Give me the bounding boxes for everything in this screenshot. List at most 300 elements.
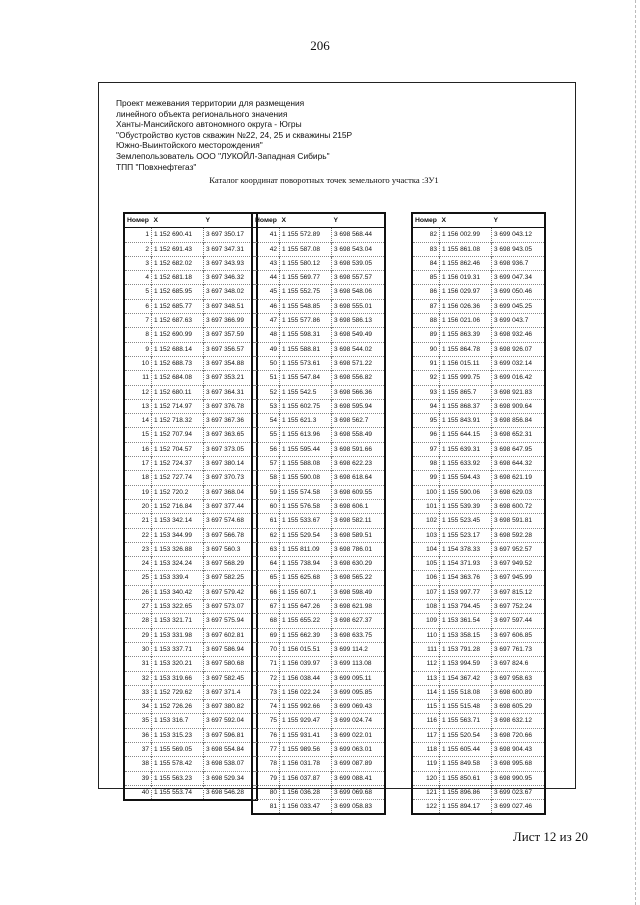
header-line: Южно-Выинтойского месторождения" [116,140,263,151]
table-row [412,557,545,571]
point-number: 89 [412,328,440,342]
point-number: 23 [124,542,152,556]
coordinate-x: 1 155 999.75 [440,371,492,385]
coordinate-x: 1 154 378.33 [440,542,492,556]
column-header-y: Y [204,213,258,228]
coordinate-y: 3 698 644.32 [494,460,532,468]
coordinate-x: 1 155 590.08 [280,471,332,485]
table-row [412,785,545,799]
table-row [124,742,257,756]
table-row [124,314,257,328]
table-row [124,614,257,628]
table-row [124,371,257,385]
point-number: 1 [124,228,152,242]
coordinate-y: 3 698 936.7 [494,259,529,267]
coordinate-x: 1 155 811.09 [280,542,332,556]
coordinate-x: 1 153 997.77 [440,585,492,599]
point-number: 31 [124,657,152,671]
point-number: 85 [412,271,440,285]
table-row [124,585,257,599]
coordinate-x: 1 153 321.71 [152,614,204,628]
table-row [252,557,385,571]
table-row [252,428,385,442]
coordinate-x: 1 152 707.94 [152,428,204,442]
coordinate-x: 1 156 015.11 [440,356,492,370]
coordinate-y: 3 698 598.49 [334,588,372,596]
coordinate-x: 1 155 647.26 [280,600,332,614]
coordinate-x: 1 152 681.18 [152,271,204,285]
column-header-number: Номер [124,213,152,228]
point-number: 114 [412,685,440,699]
coordinate-y: 3 697 579.42 [206,588,244,596]
coordinate-y: 3 697 592.04 [206,717,244,725]
coordinate-y: 3 699 095.11 [334,674,372,682]
coordinate-y: 3 698 909.64 [494,402,532,410]
table-row [252,385,385,399]
table-row [252,328,385,342]
point-number: 63 [252,542,280,556]
table-row [412,242,545,256]
point-number: 88 [412,314,440,328]
coordinate-y: 3 697 568.29 [206,560,244,568]
coordinate-y: 3 698 926.07 [494,345,532,353]
table-row [412,371,545,385]
header-line: линейного объекта регионального значения [116,108,288,119]
coordinate-y: 3 698 548.06 [334,288,372,296]
coordinate-x: 1 152 688.73 [152,356,204,370]
coordinate-y: 3 697 353.21 [206,374,244,382]
point-number: 46 [252,299,280,313]
coordinate-y: 3 697 566.78 [206,531,244,539]
table-row [252,528,385,542]
point-number: 55 [252,428,280,442]
table-row [412,499,545,513]
point-number: 120 [412,771,440,785]
table-row [252,256,385,270]
coordinate-y: 3 698 589.51 [334,531,372,539]
table-row [252,800,385,815]
coordinate-x: 1 155 607.1 [280,585,332,599]
coordinate-x: 1 153 342.14 [152,514,204,528]
coordinate-y: 3 698 618.64 [334,474,372,482]
table-row [412,600,545,614]
coordinate-x: 1 155 894.17 [440,800,492,815]
coordinate-x: 1 156 031.78 [280,757,332,771]
coordinate-y: 3 698 556.82 [334,374,372,382]
coordinate-x: 1 155 929.47 [280,714,332,728]
table-row [252,457,385,471]
point-number: 100 [412,485,440,499]
coordinate-y: 3 699 095.85 [334,688,372,696]
coordinate-y: 3 698 629.03 [494,488,532,496]
coordinate-x: 1 152 685.77 [152,299,204,313]
point-number: 43 [252,256,280,270]
coordinate-x: 1 153 326.88 [152,542,204,556]
coordinate-y: 3 698 647.95 [494,445,532,453]
coordinate-y: 3 697 945.99 [494,574,532,582]
coordinate-x: 1 156 033.47 [280,800,332,815]
table-row [252,600,385,614]
coordinate-y: 3 699 058.83 [334,803,372,811]
point-number: 32 [124,671,152,685]
coordinate-x: 1 153 340.42 [152,585,204,599]
document-header [116,98,416,172]
point-number: 62 [252,528,280,542]
coordinate-x: 1 155 563.71 [440,714,492,728]
point-number: 52 [252,385,280,399]
point-number: 35 [124,714,152,728]
point-number: 12 [124,385,152,399]
coordinate-x: 1 156 002.99 [440,228,492,242]
coordinate-x: 1 153 339.4 [152,571,204,585]
table-row [252,414,385,428]
coordinate-y: 3 699 087.89 [334,760,372,768]
coordinate-x: 1 152 704.57 [152,442,204,456]
coordinate-y: 3 698 566.36 [334,388,372,396]
coordinate-table-1 [123,212,258,801]
coordinate-x: 1 155 523.45 [440,514,492,528]
coordinate-y: 3 699 113.08 [334,660,372,668]
coordinate-y: 3 697 752.24 [494,603,532,611]
coordinate-x: 1 155 992.66 [280,700,332,714]
coordinate-x: 1 155 843.91 [440,414,492,428]
table-row [412,614,545,628]
point-number: 69 [252,628,280,642]
point-number: 75 [252,714,280,728]
coordinate-table-3 [411,212,546,815]
coordinate-y: 3 698 549.49 [334,331,372,339]
coordinate-y: 3 698 595.94 [334,402,372,410]
table-row [252,771,385,785]
table-row [252,757,385,771]
table-row [252,285,385,299]
table-row [412,685,545,699]
coordinate-y: 3 697 366.99 [206,317,244,325]
table-row [252,371,385,385]
point-number: 78 [252,757,280,771]
point-number: 118 [412,742,440,756]
coordinate-y: 3 698 606.1 [334,502,369,510]
table-row [412,657,545,671]
table-row [412,285,545,299]
table-row [412,742,545,756]
column-header-x: X [440,213,492,228]
point-number: 15 [124,428,152,442]
table-row [124,628,257,642]
coordinate-x: 1 155 577.86 [280,314,332,328]
table-row [412,485,545,499]
coordinate-x: 1 155 542.5 [280,385,332,399]
point-number: 10 [124,356,152,370]
table-row [252,299,385,313]
table-row [252,542,385,556]
point-number: 16 [124,442,152,456]
coordinate-x: 1 155 738.94 [280,557,332,571]
coordinate-x: 1 155 598.31 [280,328,332,342]
coordinate-x: 1 155 547.84 [280,371,332,385]
point-number: 108 [412,600,440,614]
coordinate-x: 1 152 688.14 [152,342,204,356]
coordinate-y: 3 698 600.89 [494,688,532,696]
coordinate-y: 3 699 043.7 [494,317,529,325]
coordinate-x: 1 155 931.41 [280,728,332,742]
coordinate-x: 1 155 850.61 [440,771,492,785]
coordinate-x: 1 153 337.71 [152,642,204,656]
point-number: 49 [252,342,280,356]
point-number: 94 [412,399,440,413]
coordinate-y: 3 697 824.6 [494,660,529,668]
coordinate-x: 1 152 680.11 [152,385,204,399]
coordinate-x: 1 155 539.39 [440,499,492,513]
table-row [124,428,257,442]
coordinate-x: 1 155 594.43 [440,471,492,485]
coordinate-y: 3 697 367.36 [206,417,244,425]
coordinate-y: 3 698 652.31 [494,431,532,439]
coordinate-x: 1 152 726.26 [152,700,204,714]
coordinate-y: 3 697 373.05 [206,445,244,453]
point-number: 47 [252,314,280,328]
coordinate-y: 3 698 622.23 [334,460,372,468]
coordinate-x: 1 155 580.12 [280,256,332,270]
coordinate-x: 1 155 590.06 [440,485,492,499]
column-header-number: Номер [252,213,280,228]
coordinate-y: 3 698 544.02 [334,345,372,353]
coordinate-x: 1 154 371.93 [440,557,492,571]
table-row [124,228,257,242]
point-number: 104 [412,542,440,556]
coordinate-x: 1 156 038.44 [280,671,332,685]
coordinate-x: 1 155 553.74 [152,785,204,800]
table-row [412,328,545,342]
point-number: 107 [412,585,440,599]
coordinate-y: 3 697 371.4 [206,688,241,696]
table-row [252,471,385,485]
coordinate-x: 1 155 864.78 [440,342,492,356]
point-number: 61 [252,514,280,528]
coordinate-y: 3 699 016.42 [494,374,532,382]
coordinate-y: 3 699 045.25 [494,302,532,310]
table-row [252,399,385,413]
coordinate-x: 1 152 687.63 [152,314,204,328]
table-row [412,314,545,328]
point-number: 111 [412,642,440,656]
coordinate-y: 3 699 024.74 [334,717,372,725]
coordinate-x: 1 155 573.61 [280,356,332,370]
table-row [124,700,257,714]
coordinate-x: 1 155 644.15 [440,428,492,442]
point-number: 22 [124,528,152,542]
point-number: 74 [252,700,280,714]
coordinate-x: 1 155 849.58 [440,757,492,771]
point-number: 38 [124,757,152,771]
table-row [412,642,545,656]
point-number: 11 [124,371,152,385]
table-row [252,785,385,799]
coordinate-y: 3 697 357.59 [206,331,244,339]
coordinate-y: 3 697 377.44 [206,502,244,510]
table-row [412,700,545,714]
table-row [124,528,257,542]
coordinate-x: 1 156 039.97 [280,657,332,671]
table-row [124,685,257,699]
point-number: 2 [124,242,152,256]
coordinate-y: 3 698 856.84 [494,417,532,425]
table-row [124,600,257,614]
point-number: 115 [412,700,440,714]
table-row [124,342,257,356]
table-row [252,685,385,699]
point-number: 60 [252,499,280,513]
point-number: 21 [124,514,152,528]
header-line: Ханты-Мансийского автономного округа - Югры [116,119,302,130]
point-number: 87 [412,299,440,313]
table-row [412,671,545,685]
coordinate-y: 3 699 114.2 [334,645,368,653]
table-row [412,385,545,399]
point-number: 48 [252,328,280,342]
point-number: 65 [252,571,280,585]
table-row [412,471,545,485]
table-row [412,542,545,556]
coordinate-y: 3 698 633.75 [334,631,372,639]
table-row [252,356,385,370]
table-row [412,457,545,471]
coordinate-x: 1 153 316.7 [152,714,204,728]
coordinate-x: 1 156 021.06 [440,314,492,328]
coordinate-y: 3 699 043.12 [494,231,532,239]
table-row [124,285,257,299]
coordinate-y: 3 698 943.05 [494,245,532,253]
coordinate-x: 1 153 322.65 [152,600,204,614]
point-number: 92 [412,371,440,385]
point-number: 110 [412,628,440,642]
coordinate-x: 1 155 588.08 [280,457,332,471]
point-number: 64 [252,557,280,571]
coordinate-x: 1 152 714.97 [152,399,204,413]
coordinate-x: 1 156 036.28 [280,785,332,799]
coordinate-x: 1 155 655.22 [280,614,332,628]
table-row [124,728,257,742]
page-number: 206 [310,38,330,53]
coordinate-x: 1 155 533.67 [280,514,332,528]
table-row [252,628,385,642]
coordinate-x: 1 155 639.31 [440,442,492,456]
coordinate-x: 1 152 690.41 [152,228,204,242]
coordinate-y: 3 698 557.57 [334,274,372,282]
coordinate-x: 1 155 896.86 [440,785,492,799]
point-number: 54 [252,414,280,428]
table-row [412,514,545,528]
coordinate-y: 3 699 050.46 [494,288,532,296]
coordinate-x: 1 154 367.42 [440,671,492,685]
coordinate-y: 3 697 582.45 [206,674,244,682]
column-header-x: X [280,213,332,228]
coordinate-y: 3 697 949.52 [494,560,532,568]
coordinate-x: 1 155 861.08 [440,242,492,256]
coordinate-y: 3 697 582.25 [206,574,244,582]
point-number: 17 [124,457,152,471]
table-row [252,514,385,528]
point-number: 19 [124,485,152,499]
point-number: 8 [124,328,152,342]
coordinate-x: 1 155 588.81 [280,342,332,356]
point-number: 39 [124,771,152,785]
point-number: 67 [252,600,280,614]
table-row [412,399,545,413]
point-number: 14 [124,414,152,428]
coordinate-x: 1 155 868.37 [440,399,492,413]
coordinate-x: 1 153 994.59 [440,657,492,671]
point-number: 80 [252,785,280,799]
coordinate-x: 1 152 684.08 [152,371,204,385]
coordinate-y: 3 698 555.01 [334,302,372,310]
coordinate-x: 1 153 361.54 [440,614,492,628]
coordinate-x: 1 152 682.02 [152,256,204,270]
coordinate-y: 3 697 380.14 [206,460,244,468]
coordinate-x: 1 153 331.98 [152,628,204,642]
point-number: 6 [124,299,152,313]
point-number: 83 [412,242,440,256]
table-row [412,342,545,356]
header-line: ТПП "Повхнефтегаз" [116,161,197,172]
table-row [252,271,385,285]
column-header-x: X [152,213,204,228]
coordinate-x: 1 155 572.89 [280,228,332,242]
coordinate-y: 3 698 621.98 [334,603,372,611]
coordinate-y: 3 698 904.43 [494,745,532,753]
table-row [124,542,257,556]
coordinate-x: 1 155 576.58 [280,499,332,513]
point-number: 27 [124,600,152,614]
table-row [252,700,385,714]
point-number: 73 [252,685,280,699]
point-number: 70 [252,642,280,656]
coordinate-y: 3 698 995.68 [494,760,532,768]
table-row [412,757,545,771]
coordinate-y: 3 698 932.46 [494,331,532,339]
table-row [252,714,385,728]
point-number: 93 [412,385,440,399]
coordinate-y: 3 697 606.85 [494,631,532,639]
point-number: 3 [124,256,152,270]
table-row [124,328,257,342]
coordinate-y: 3 698 921.83 [494,388,532,396]
coordinate-x: 1 152 729.62 [152,685,204,699]
coordinate-y: 3 698 558.49 [334,431,372,439]
point-number: 91 [412,356,440,370]
table-row [412,442,545,456]
point-number: 112 [412,657,440,671]
point-number: 51 [252,371,280,385]
coordinate-y: 3 698 538.07 [206,760,244,768]
table-row [412,571,545,585]
coordinate-y: 3 699 069.68 [334,788,372,796]
point-number: 97 [412,442,440,456]
point-number: 122 [412,800,440,815]
coordinate-y: 3 697 815.12 [494,588,532,596]
coordinate-x: 1 153 791.28 [440,642,492,656]
column-header-y: Y [332,213,386,228]
table-row [124,771,257,785]
point-number: 59 [252,485,280,499]
coordinate-x: 1 153 324.24 [152,557,204,571]
coordinate-y: 3 698 592.28 [494,531,532,539]
coordinate-y: 3 697 346.32 [206,274,244,282]
point-number: 82 [412,228,440,242]
table-row [124,785,257,800]
coordinate-x: 1 155 621.3 [280,414,332,428]
coordinate-x: 1 152 727.74 [152,471,204,485]
